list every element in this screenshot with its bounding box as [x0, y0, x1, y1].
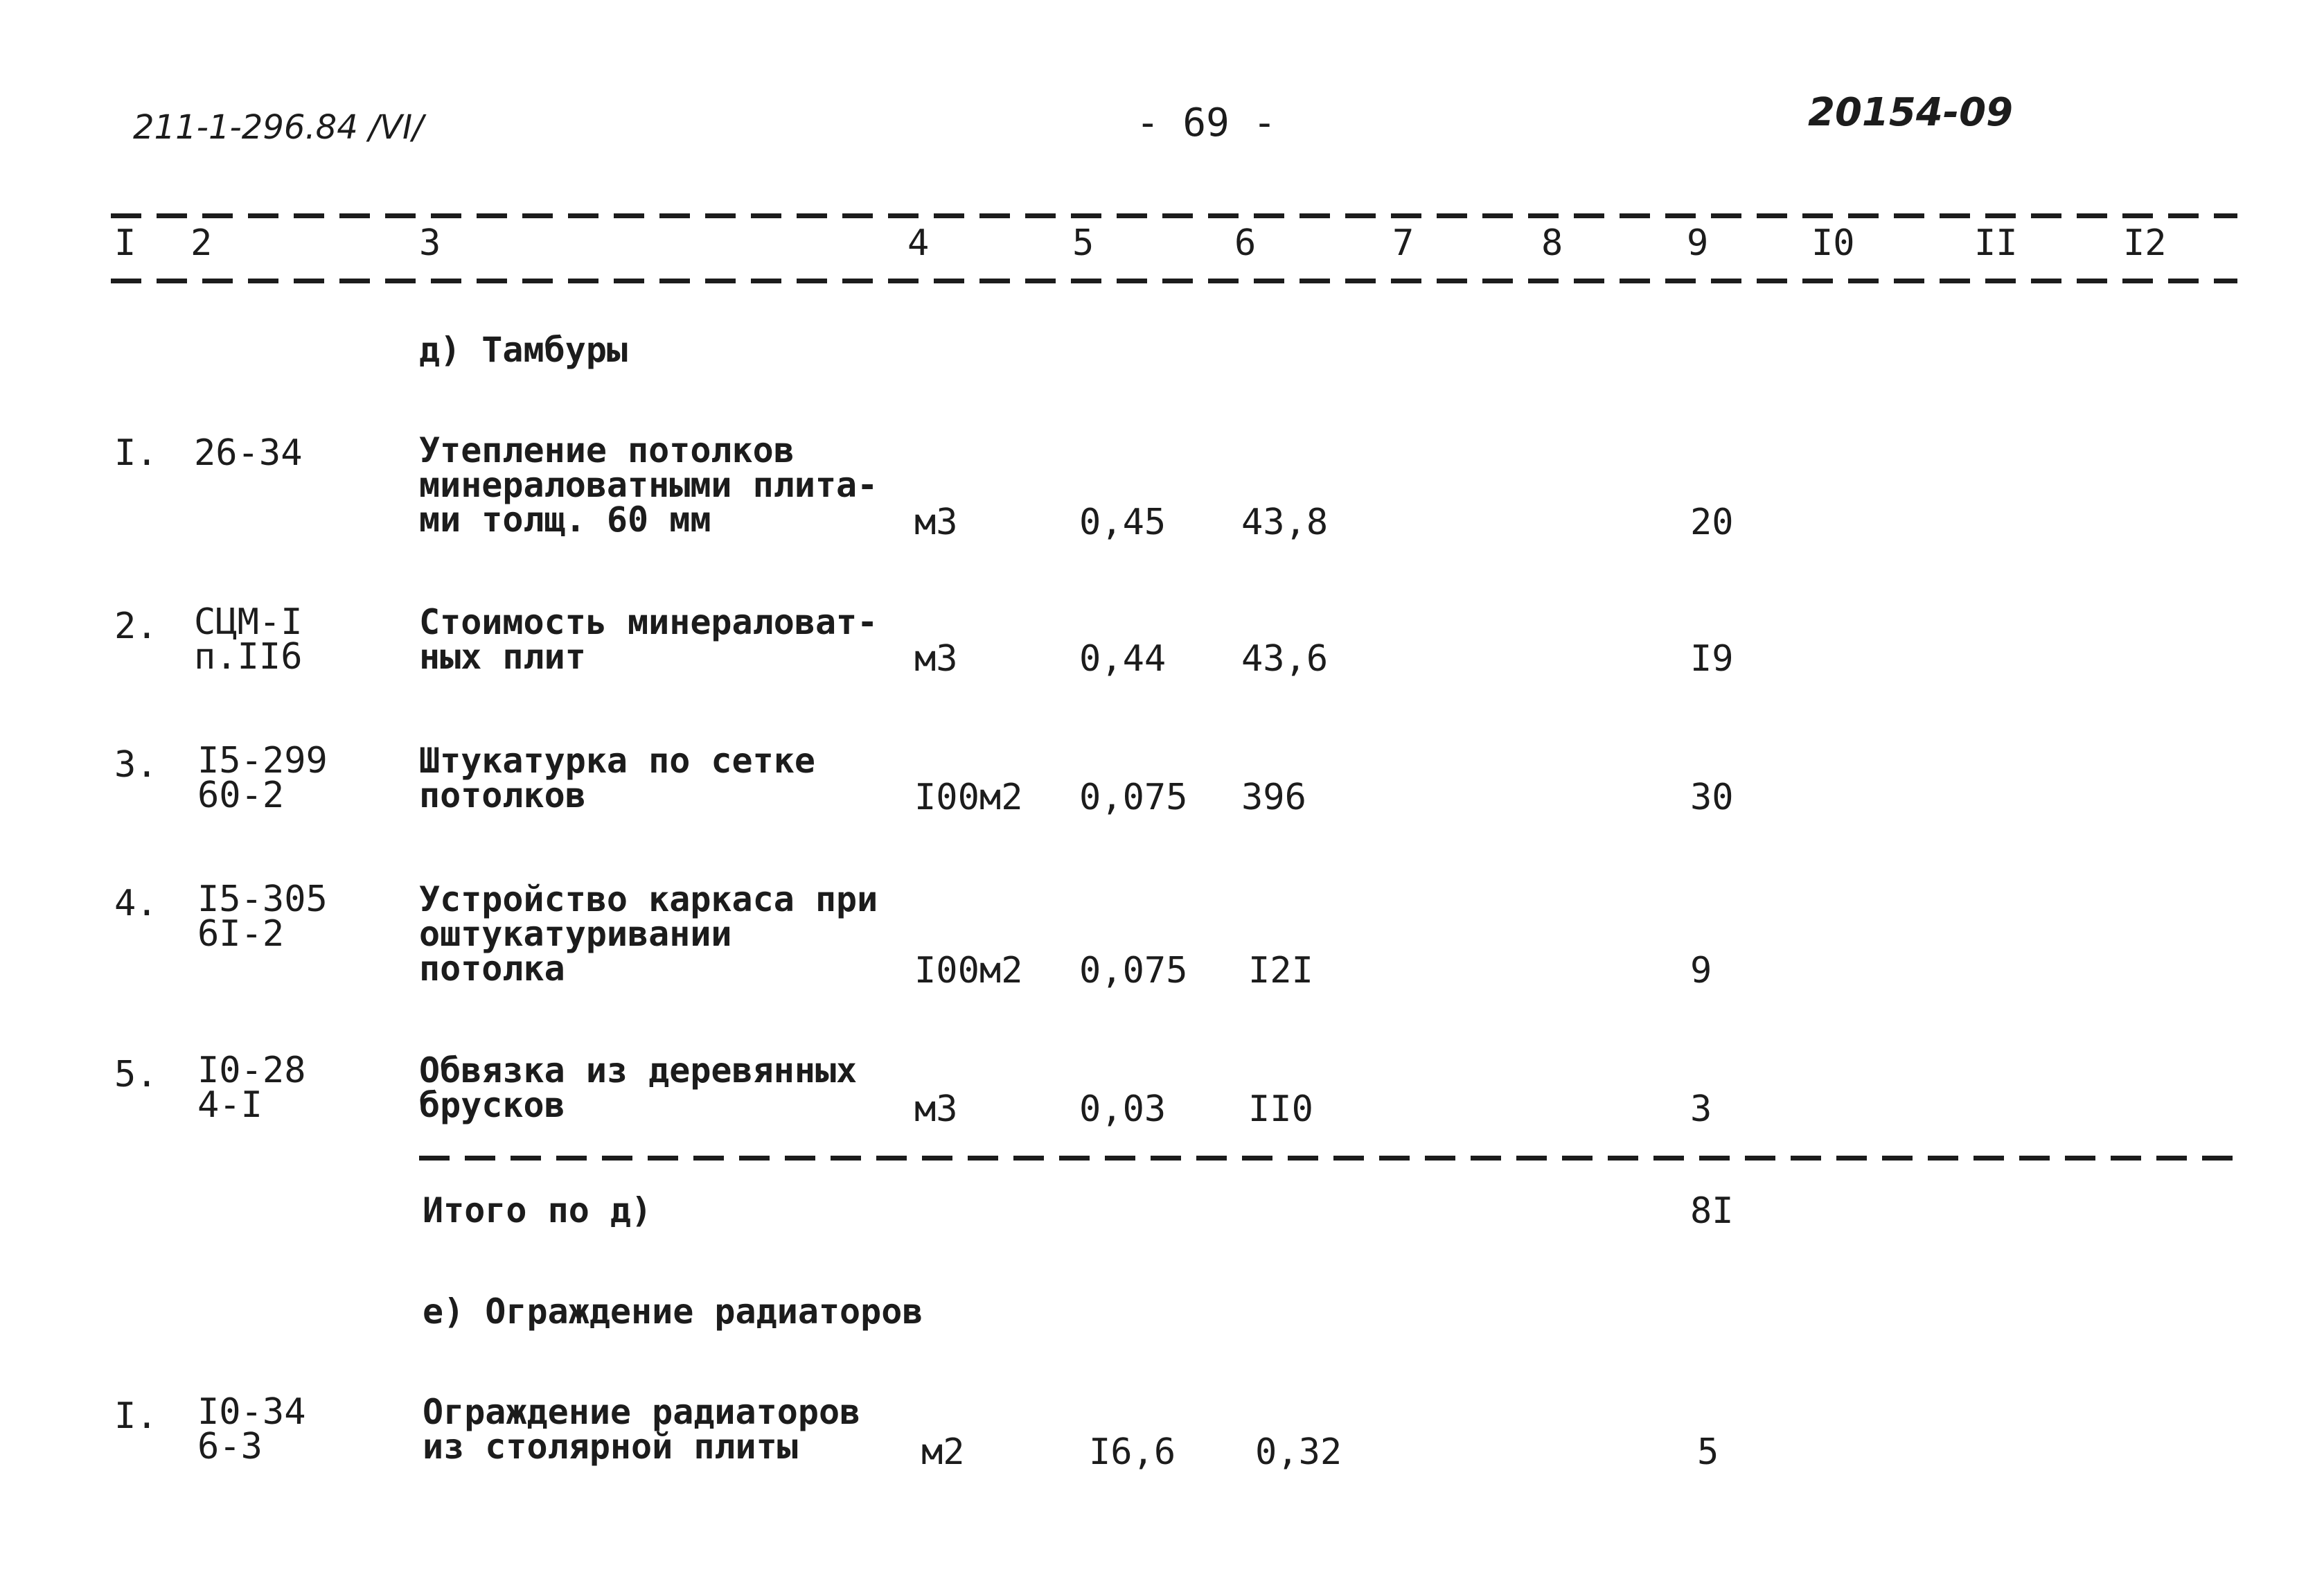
- column-header: 7: [1392, 222, 1414, 264]
- total-cost: 30: [1690, 777, 1734, 818]
- total-cost: I9: [1690, 638, 1734, 680]
- unit-price: 43,8: [1241, 502, 1329, 543]
- unit-price: II0: [1248, 1088, 1313, 1130]
- work-description: Утепление потолков минераловатными плита- ми толщ. 60 мм: [419, 430, 878, 540]
- column-header: 9: [1687, 222, 1709, 264]
- subtotal-value: 8I: [1690, 1190, 1734, 1232]
- total-cost: 3: [1690, 1088, 1712, 1130]
- total-cost: 5: [1697, 1431, 1719, 1473]
- quantity: 0,075: [1079, 950, 1188, 991]
- rate-code: I0-28 4-I: [197, 1050, 306, 1126]
- row-number: 3.: [114, 744, 158, 786]
- total-cost: 9: [1690, 950, 1712, 991]
- row-number: 5.: [114, 1054, 158, 1095]
- rate-code: СЦМ-I п.II6: [194, 601, 303, 678]
- quantity: I6,6: [1089, 1431, 1176, 1473]
- unit: м3: [914, 1088, 958, 1130]
- unit: I00м2: [914, 777, 1023, 818]
- unit: I00м2: [914, 950, 1023, 991]
- unit: м3: [914, 638, 958, 680]
- column-header: 4: [907, 222, 930, 264]
- column-header: 3: [419, 222, 441, 264]
- quantity: 0,45: [1079, 502, 1167, 543]
- header-top-rule: [111, 213, 2237, 218]
- column-header: 5: [1072, 222, 1094, 264]
- unit-price: 43,6: [1241, 638, 1329, 680]
- row-number: I.: [114, 1395, 158, 1437]
- row-number: 4.: [114, 883, 158, 924]
- column-header: II: [1974, 222, 2018, 264]
- work-description: Стоимость минераловат- ных плит: [419, 602, 878, 677]
- work-description: Обвязка из деревянных брусков: [419, 1050, 858, 1125]
- column-header: 6: [1234, 222, 1257, 264]
- row-number: 2.: [114, 606, 158, 647]
- total-cost: 20: [1690, 502, 1734, 543]
- subtotal-label: Итого по д): [423, 1190, 653, 1230]
- document-code: 211-1-296.84 /VI/: [133, 108, 424, 147]
- unit: м3: [914, 502, 958, 543]
- rate-code: I5-305 6I-2: [197, 879, 328, 955]
- column-header: I0: [1811, 222, 1855, 264]
- archive-number: 20154-09: [1808, 90, 2013, 135]
- rate-code: I0-34 6-3: [197, 1391, 306, 1467]
- row-number: I.: [114, 432, 158, 474]
- section-title: д) Тамбуры: [419, 330, 628, 370]
- unit-price: 0,32: [1255, 1431, 1342, 1473]
- quantity: 0,03: [1079, 1088, 1167, 1130]
- unit: м2: [921, 1431, 965, 1473]
- rate-code: 26-34: [194, 432, 303, 474]
- header-bottom-rule: [111, 279, 2237, 283]
- quantity: 0,075: [1079, 777, 1188, 818]
- column-header: I2: [2123, 222, 2167, 264]
- work-description: Ограждение радиаторов из столярной плиты: [423, 1392, 861, 1467]
- quantity: 0,44: [1079, 638, 1167, 680]
- column-header: 8: [1541, 222, 1563, 264]
- work-description: Штукатурка по сетке потолков: [419, 741, 815, 815]
- unit-price: I2I: [1248, 950, 1313, 991]
- section-title: е) Ограждение радиаторов: [423, 1291, 923, 1332]
- column-header: 2: [190, 222, 213, 264]
- subtotal-rule: [419, 1156, 2237, 1161]
- work-description: Устройство каркаса при оштукатуривании потолка: [419, 879, 878, 989]
- rate-code: I5-299 60-2: [197, 740, 328, 816]
- column-header: I: [114, 222, 136, 264]
- page-number: - 69 -: [1136, 100, 1277, 145]
- unit-price: 396: [1241, 777, 1306, 818]
